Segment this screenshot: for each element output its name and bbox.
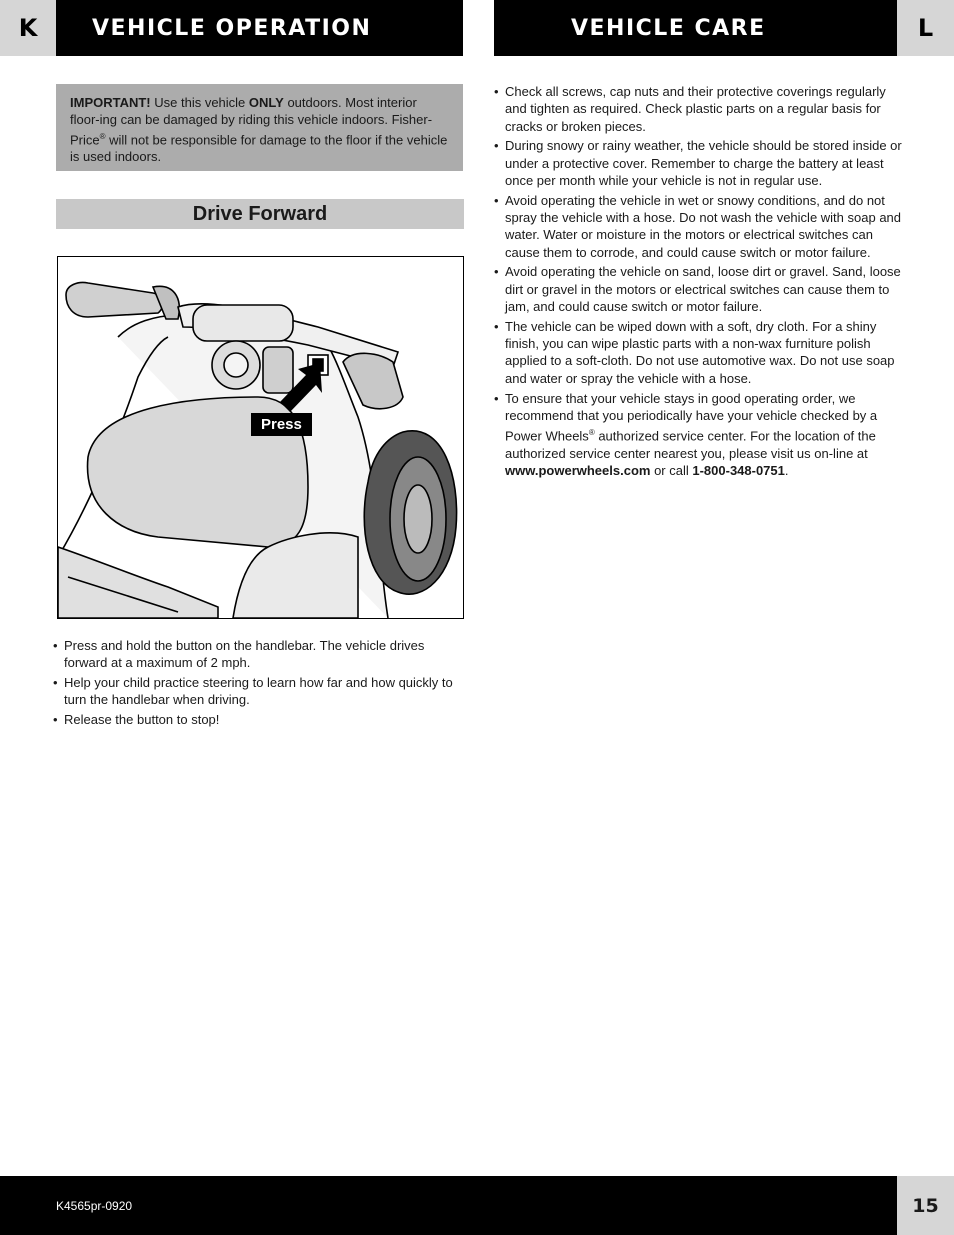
vehicle-operation-header: VEHICLE OPERATION: [56, 0, 463, 56]
list-item: • To ensure that your vehicle stays in good operating order, we recommend that you periodically have your vehicle checked by a Power Wheels® authorized service center. For the location of the authorized service center nearest you, please visit us on-line at www.powerwheels.com or call 1-800-348-0751.: [494, 390, 904, 480]
list-item: • The vehicle can be wiped down with a soft, dry cloth. For a shiny finish, you can wipe plastic parts with a non-wax furniture polish applied to a soft-cloth. Do not use automotive wax. Do not use soap and water or spray the vehicle with a hose.: [494, 318, 904, 387]
list-item: • Help your child practice steering to learn how far and how quickly to turn the handlebar when driving.: [53, 674, 463, 709]
document-code: K4565pr-0920: [56, 1199, 133, 1213]
list-item: • Check all screws, cap nuts and their protective coverings regularly and tighten as required. Check plastic parts on a regular basis for cracks or broken pieces.: [494, 83, 904, 135]
list-item: • Release the button to stop!: [53, 711, 463, 728]
important-label: IMPORTANT!: [70, 95, 151, 110]
drive-forward-heading: Drive Forward: [56, 199, 464, 229]
page-number: 15: [897, 1176, 954, 1235]
important-notice: IMPORTANT! Use this vehicle ONLY outdoors. Most interior floor-ing can be damaged by riding this vehicle indoors. Fisher-Price® will not be responsible for damage to the floor if the vehicle is used indoors.: [56, 84, 463, 171]
website-link[interactable]: www.powerwheels.com: [505, 463, 651, 479]
vehicle-care-list: [494, 83, 904, 482]
section-letter-l: L: [897, 0, 954, 56]
list-item: • Press and hold the button on the handlebar. The vehicle drives forward at a maximum of 2 mph.: [53, 637, 463, 672]
vehicle-care-header: VEHICLE CARE: [494, 0, 897, 56]
list-item: • Avoid operating the vehicle in wet or snowy conditions, and do not spray the vehicle with a hose. Do not wash the vehicle with soap and water. Water or moisture in the motors or electrical switches can cause them to corrode, and could cause switch or motor failure.: [494, 192, 904, 261]
press-callout: Press: [251, 413, 312, 436]
section-letter-k: K: [0, 0, 56, 56]
drive-forward-instructions: [53, 637, 463, 731]
list-item: • Avoid operating the vehicle on sand, loose dirt or gravel. Sand, loose dirt or gravel in the motors or electrical switches can cause them to jam, and could cause switch or motor failure.: [494, 263, 904, 315]
only-emphasis: ONLY: [248, 95, 284, 110]
list-item: • During snowy or rainy weather, the vehicle should be stored inside or under a protective cover. Remember to charge the battery at least once per month while your vehicle is not in regular use.: [494, 137, 904, 189]
handlebar-illustration: [57, 256, 464, 619]
footer-bar: [0, 1176, 897, 1235]
phone-number: 1-800-348-0751: [692, 463, 785, 479]
vehicle-line-drawing: [58, 257, 463, 618]
